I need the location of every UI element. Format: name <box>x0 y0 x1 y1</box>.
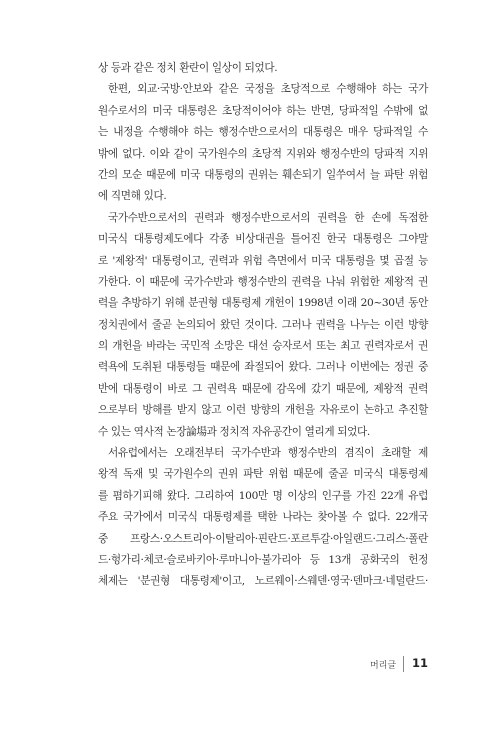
text-line: 미국식 대통령제도에다 각종 비상대권을 틀어진 한국 대통령은 그야말 <box>98 233 428 246</box>
text-line: 중 프랑스·오스트리아·이탈리아·핀란드·포르투갈·아일랜드·그리스·폴란 <box>98 532 428 545</box>
text-line: 드·헝가리·체코·슬로바키아·루마니아·불가리아 등 13개 공화국의 헌정 <box>98 553 428 566</box>
text-line: 로 '제왕적' 대통령이고, 권력과 위험 측면에서 미국 대통령을 몇 곱절 능 <box>98 254 428 267</box>
text-line: 가한다. 이 때문에 국가수반과 행정수반의 권력을 나눠 위험한 제왕적 권 <box>98 275 428 288</box>
text-line: 는 내정을 수행해야 하는 행정수반으로서의 대통령은 매우 당파적일 수 <box>98 126 428 139</box>
text-line: 서유럽에서는 오래전부터 국가수반과 행정수반의 겸직이 초래할 제 <box>108 447 428 460</box>
text-line: 체제는 '분권형 대통령제'이고, 노르웨이·스웨덴·영국·덴마크·네덜란드· <box>98 575 428 588</box>
text-line: 왕적 독재 및 국가원수의 권위 파탄 위험 때문에 줄곧 미국식 대통령제 <box>98 468 428 481</box>
text-line: 력욕에 도취된 대통령들 때문에 좌절되어 왔다. 그러나 이번에는 정권 중 <box>98 361 428 374</box>
page-footer <box>360 655 432 675</box>
text-line: 상 등과 같은 정치 환란이 일상이 되었다. <box>98 62 278 74</box>
text-line: 한편, 외교·국방·안보와 같은 국정을 초당적으로 수행해야 하는 국가 <box>108 83 428 96</box>
text-line: 정치권에서 줄곧 논의되어 왔던 것이다. 그러나 권력을 나누는 이런 방향 <box>98 318 428 331</box>
page-number: 11 <box>412 656 429 670</box>
text-line: 주요 국가에서 미국식 대통령제를 택한 나라는 찾아볼 수 없다. 22개국 <box>98 511 428 524</box>
text-line: 국가수반으로서의 권력과 행정수반으로서의 권력을 한 손에 독점한 <box>108 211 428 224</box>
text-line: 간의 모순 때문에 미국 대통령의 권위는 훼손되기 일쑤여서 늘 파탄 위험 <box>98 168 428 181</box>
text-line: 원수로서의 미국 대통령은 초당적이어야 하는 반면, 당파적일 수밖에 없 <box>98 104 428 117</box>
text-line: 으로부터 방해를 받지 않고 이런 방향의 개헌을 자유로이 논하고 추진할 <box>98 404 428 417</box>
body-text <box>98 58 428 593</box>
text-line: 에 직면해 있다. <box>98 190 167 203</box>
text-line: 력을 추방하기 위해 분권형 대통령제 개헌이 1998년 이래 20~30년 동안 <box>98 297 428 310</box>
text-line: 의 개헌을 바라는 국민적 소망은 대선 승자로서 또는 최고 권력자로서 권 <box>98 340 428 353</box>
footer-divider <box>403 656 404 672</box>
text-line: 수 있는 역사적 논장論場과 정치적 자유공간이 열리게 되었다. <box>98 425 370 438</box>
text-line: 밖에 없다. 이와 같이 국가원수의 초당적 지위와 행정수반의 당파적 지위 <box>98 147 428 160</box>
text-line: 를 폄하기피해 왔다. 그리하여 100만 명 이상의 인구를 가진 22개 유럽 <box>98 489 428 502</box>
text-line: 반에 대통령이 바로 그 권력욕 때문에 감옥에 갔기 때문에, 제왕적 권력 <box>98 382 428 395</box>
running-head: 머리글 <box>370 661 397 671</box>
